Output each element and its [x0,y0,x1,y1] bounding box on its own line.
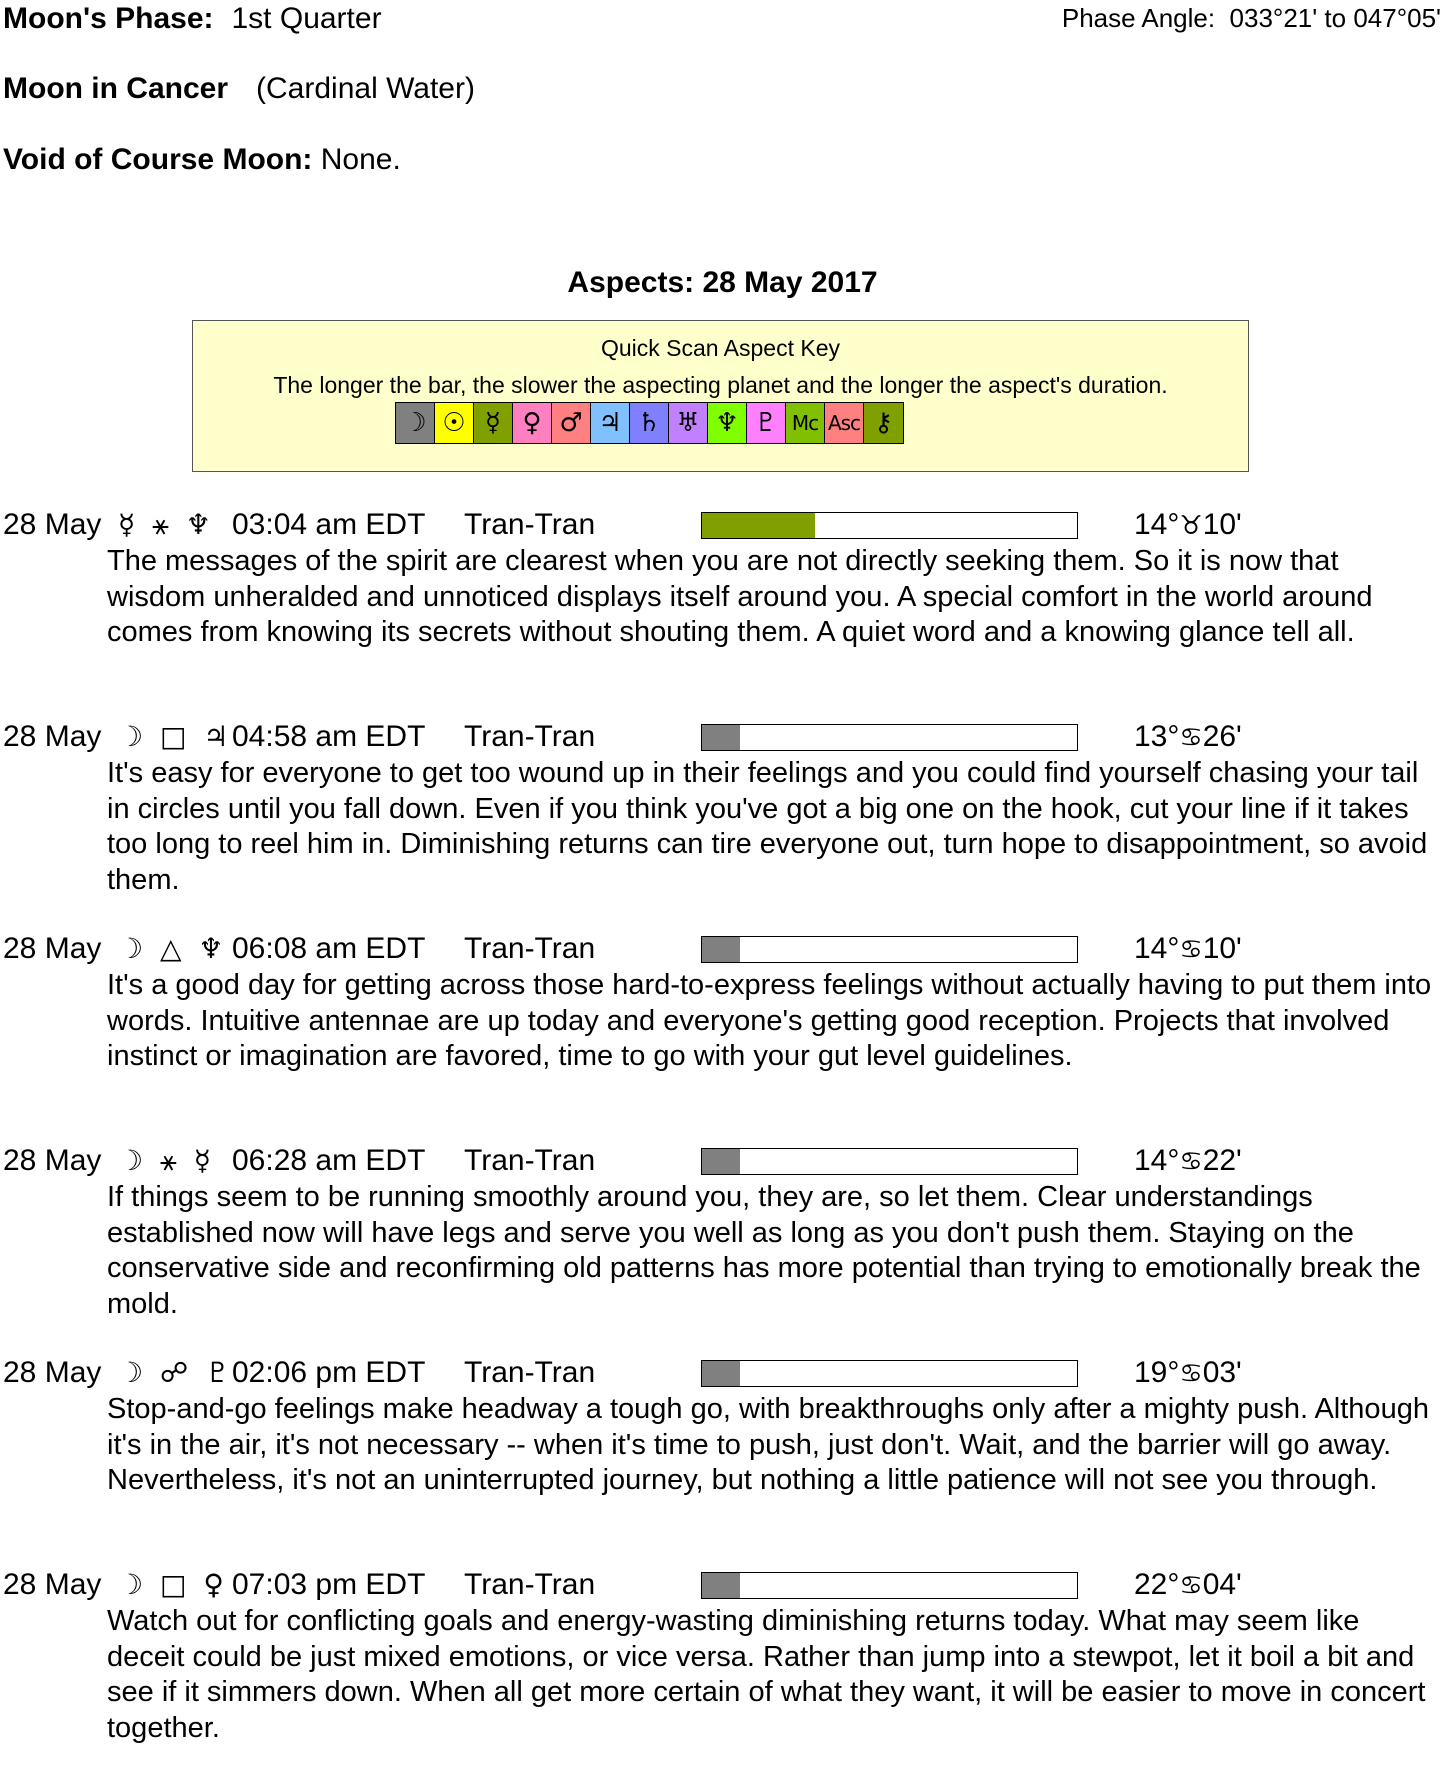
aspect-duration-fill [702,1361,740,1386]
aspect-date: 28 May [3,508,102,541]
position-degree: 14° [1134,932,1180,965]
moon-icon: ☽ [396,403,435,443]
aspect-duration-fill [702,513,815,538]
aspect-type: Tran-Tran [464,720,596,753]
aspect-entry [0,1142,1445,1354]
phase-angle [1062,3,1441,34]
aspect-position [1134,508,1242,542]
aspect-interpretation: If things seem to be running smoothly around you, they are, so let them. Clear understandings established now will have legs and serve you well as long as you don't push them. Staying on the conservative side and reconfirming old patterns has more potential than trying to emotionally break the mold. [107,1181,1421,1320]
aspect-time: 02:06 pm EDT [232,1356,426,1389]
position-minute: 03' [1202,1356,1242,1389]
aspect-key-strip [395,402,904,444]
aspect-position [1134,1568,1242,1602]
position-degree: 14° [1134,508,1180,541]
aspect-key-title: Quick Scan Aspect Key [600,335,841,361]
aspect-duration-fill [702,725,740,750]
position-degree: 22° [1134,1568,1180,1601]
aspect-type: Tran-Tran [464,508,596,541]
aspect-interpretation: Stop-and-go feelings make headway a tough go, with breakthroughs only after a mighty push. Although it's in the air, it's not necessary -- when it's time to push, just don't. Wait, and the barrier will go away. Nevertheless, it's not an uninterrupted journey, but nothing a little patience will not see you through. [107,1393,1429,1496]
pluto-icon: ♇ [747,403,786,443]
aspect-entry [0,930,1445,1142]
aspect-glyphs: ☽ ☍ ♇ [118,1356,235,1389]
aspect-interpretation: It's a good day for getting across those hard-to-express feelings without actually having to put them into words. Intuitive antennae are up today and everyone's getting good reception. Projects that involved instinct or imagination are favored, time to go with your gut level guidelines. [107,969,1432,1072]
uranus-icon: ♅ [669,403,708,443]
aspect-duration-bar [701,1572,1078,1599]
aspect-duration-bar [701,1148,1078,1175]
saturn-icon: ♄ [630,403,669,443]
aspect-type: Tran-Tran [464,1568,596,1601]
aspect-entry-header [0,718,1445,756]
aspect-position [1134,1144,1242,1178]
moon-sign [3,72,475,106]
aspect-interpretation: Watch out for conflicting goals and energy-wasting diminishing returns today. What may seem like deceit could be just mixed emotions, or vice versa. Rather than jump into a stewpot, let it boil a bit and see if it simmers down. When all get more certain of what they want, it will be easier to move in concert together. [107,1605,1426,1744]
mars-icon: ♂ [552,403,591,443]
aspect-entry-header [0,1566,1445,1604]
zodiac-sign-icon: ♉ [1179,511,1203,541]
zodiac-sign-icon: ♋ [1179,1147,1203,1177]
position-minute: 10' [1202,932,1242,965]
neptune-icon: ♆ [708,403,747,443]
aspect-type: Tran-Tran [464,932,596,965]
aspect-interpretation: It's easy for everyone to get too wound up in their feelings and you could find yourself chasing your tail in circles until you fall down. Even if you think you've got a big one on the hook, cut your line if it takes too long to reel him in. Diminishing returns can tire everyone out, turn hope to disappointment, so avoid them. [107,757,1428,896]
aspect-duration-fill [702,937,740,962]
position-degree: 14° [1134,1144,1180,1177]
aspect-time: 04:58 am EDT [232,720,426,753]
jupiter-icon: ♃ [591,403,630,443]
position-degree: 19° [1134,1356,1180,1389]
void-of-course [3,143,401,177]
zodiac-sign-icon: ♋ [1179,1359,1203,1389]
aspect-date: 28 May [3,1356,102,1389]
aspect-entry-header [0,1354,1445,1392]
aspect-duration-fill [702,1149,740,1174]
aspect-entry [0,1566,1445,1778]
position-minute: 10' [1202,508,1242,541]
aspect-entry [0,506,1445,718]
ascendant-icon: Asc [825,403,864,443]
moon-phase [3,2,382,36]
zodiac-sign-icon: ♋ [1179,935,1203,965]
aspect-glyphs: ☽ □ ♃ [118,720,233,753]
position-minute: 22' [1202,1144,1242,1177]
aspect-entry [0,718,1445,930]
aspect-time: 03:04 am EDT [232,508,426,541]
aspect-time: 06:28 am EDT [232,1144,426,1177]
phase-angle-label: Phase Angle: [1061,3,1216,33]
aspect-position [1134,932,1242,966]
aspect-time: 07:03 pm EDT [232,1568,426,1601]
position-minute: 26' [1202,720,1242,753]
aspect-type: Tran-Tran [464,1356,596,1389]
aspect-date: 28 May [3,720,102,753]
aspect-duration-bar [701,724,1078,751]
aspect-duration-bar [701,936,1078,963]
zodiac-sign-icon: ♋ [1179,1571,1203,1601]
aspect-entry-header [0,1142,1445,1180]
aspect-position [1134,720,1242,754]
phase-angle-value: 033°21' to 047°05' [1229,3,1441,33]
void-of-course-value: None. [320,143,401,176]
moon-phase-value: 1st Quarter [231,2,382,35]
aspect-time: 06:08 am EDT [232,932,426,965]
sun-icon: ☉ [435,403,474,443]
zodiac-sign-icon: ♋ [1179,723,1203,753]
aspect-type: Tran-Tran [464,1144,596,1177]
mercury-icon: ☿ [474,403,513,443]
aspect-list [0,506,1445,1778]
aspect-glyphs: ☽ △ ♆ [118,932,228,965]
venus-icon: ♀ [513,403,552,443]
aspect-date: 28 May [3,1568,102,1601]
aspect-glyphs: ☿ ⚹ ♆ [118,508,215,541]
aspect-key-box [192,320,1249,472]
moon-sign-element: (Cardinal Water) [256,72,475,105]
chiron-icon: ⚷ [864,403,903,443]
aspect-date: 28 May [3,1144,102,1177]
aspect-duration-fill [702,1573,740,1598]
aspect-glyphs: ☽ □ ♀ [118,1568,228,1601]
aspect-interpretation: The messages of the spirit are clearest when you are not directly seeking them. So it is now that wisdom unheralded and unnoticed displays itself around you. A special comfort in the world around comes from knowing its secrets without shouting them. A quiet word and a knowing glance tell all. [107,545,1373,648]
aspect-date: 28 May [3,932,102,965]
aspect-entry-header [0,506,1445,544]
moon-phase-label: Moon's Phase: [3,2,214,35]
aspect-position [1134,1356,1242,1390]
position-minute: 04' [1202,1568,1242,1601]
aspect-key-description: The longer the bar, the slower the aspecting planet and the longer the aspect's duration. [273,372,1168,398]
aspect-duration-bar [701,512,1078,539]
aspect-duration-bar [701,1360,1078,1387]
moon-sign-label: Moon in Cancer [3,72,229,105]
aspect-entry-header [0,930,1445,968]
aspects-title: Aspects: 28 May 2017 [567,266,878,299]
position-degree: 13° [1134,720,1180,753]
void-of-course-label: Void of Course Moon: [3,143,313,176]
aspect-entry [0,1354,1445,1566]
aspect-glyphs: ☽ ⚹ ☿ [118,1144,215,1177]
midheaven-icon: Mc [786,403,825,443]
